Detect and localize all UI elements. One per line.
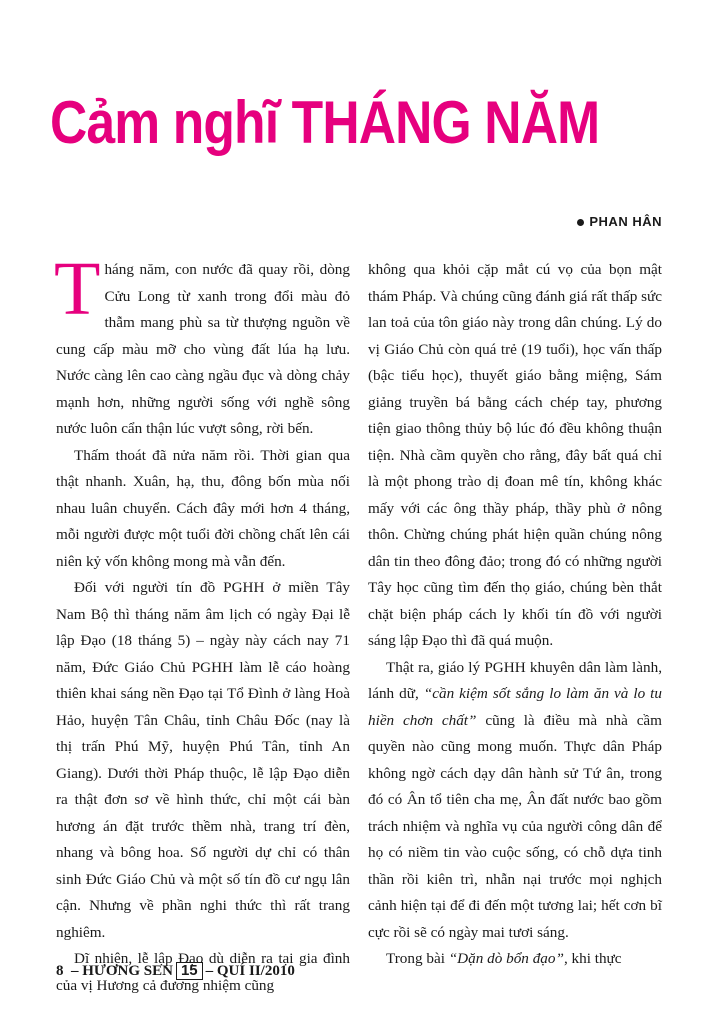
page-footer [56, 962, 295, 980]
article-title: Cảm nghĩ THÁNG NĂM [50, 89, 600, 156]
paragraph: Đối với người tín đồ PGHH ở miền Tây Nam Bộ thì tháng năm âm lịch có ngày Đại lễ lập Đạo (18 tháng 5) – ngày này cách nay 71 năm, Đức Giáo Chủ PGHH làm lễ cáo hoàng thiên khai sáng nền Đạo tại Tổ Đình ở làng Hoà Hảo, huyện Tân Châu, tỉnh Châu Đốc (nay là thị trấn Phú Mỹ, huyện Phú Tân, tỉnh An Giang). Dưới thời Pháp thuộc, lễ lập Đạo diễn ra thật đơn sơ về hình thức, chỉ một cái bàn hương án đặt trước thềm nhà, trang trí đèn, nhang và bông hoa. Số người dự chỉ có thân sinh Đức Giáo Chủ và một số tín đồ cư ngụ lân cận. Nhưng về phần nghi thức thì rất trang nghiêm. [56, 579, 350, 941]
byline [577, 214, 662, 229]
left-column [54, 247, 350, 999]
paragraph: Thấm thoát đã nửa năm rồi. Thời gian qua thật nhanh. Xuân, hạ, thu, đông bốn mùa nối nhau luân chuyển. Cách đây mới hơn 4 tháng, mỗi người được một tuổi đời chồng chất lên cái niên kỷ vốn không mong mà vẫn đến. [56, 446, 350, 570]
paragraph: Tháng năm, con nước đã quay rồi, dòng Cửu Long từ xanh trong đổi màu đỏ thẫm mang phù sa từ thượng nguồn về cung cấp màu mỡ cho vùng đất lúa hạ lưu. Nước càng lên cao càng ngầu đục và dòng chảy mạnh hơn, những người sống với nghề sông nước luôn cẩn thận lúc vượt sông, rời bến. [54, 247, 350, 437]
quarter: – QUÍ II/2010 [205, 963, 295, 979]
quote: “cần kiệm sốt sắng lo làm ăn và lo tu hiền chơn chất” [368, 685, 662, 729]
page-number: 8 [56, 963, 64, 979]
author-name: PHAN HÂN [589, 214, 662, 229]
quote: “Dặn dò bổn đạo” [448, 950, 564, 967]
paragraph: Dĩ nhiên, lễ lập Đạo dù diễn ra tại gia đình của vị Hương cả đương nhiệm cũng [56, 950, 350, 994]
right-column [368, 257, 662, 973]
issue-number: 15 [176, 962, 203, 980]
bullet-icon [577, 219, 584, 226]
magazine-name: – HƯƠNG SEN [71, 963, 173, 979]
paragraph: không qua khỏi cặp mắt cú vọ của bọn mật thám Pháp. Và chúng cũng đánh giá rất thấp sức lan toả của tôn giáo này trong dân chúng. Lý do vị Giáo Chủ còn quá trẻ (19 tuổi), học vấn thấp (bậc tiểu học), thuyết giáo bằng miệng, Sám giảng truyền bá bằng cách chép tay, phương tiện giao thông thủy bộ lúc đó đều không thuận tiện. Nhà cầm quyền cho rằng, đây bất quá chỉ là một phong trào dị đoan mê tín, không khác mấy với các ông thầy pháp, thầy phù ở nông thôn. Chừng chúng phát hiện quần chúng nông dân tin theo đông đảo; trong đó có những người Tây học cũng tìm đến thọ giáo, chúng bèn thắt chặt biện pháp cách ly khối tín đồ với người sáng lập Đạo thì đã quá muộn. [368, 261, 662, 649]
paragraph: Thật ra, giáo lý PGHH khuyên dân làm lành, lánh dữ, “cần kiệm sốt sắng lo làm ăn và lo tu hiền chơn chất” cũng là điều mà nhà cầm quyền nào cũng mong muốn. Thực dân Pháp không ngờ cách dạy dân hành sử Tứ ân, trong đó có Ân tổ tiên cha mẹ, Ân đất nước bao gồm trách nhiệm và nghĩa vụ của người công dân để họ có niềm tin vào cuộc sống, có chỗ dựa tinh thần rồi kiên trì, nhẫn nại trước mọi nghịch cảnh hiện tại để đi đến một tương lai; hết cơn bĩ cực rồi sẽ có ngày mai tươi sáng. [368, 658, 662, 941]
drop-cap: T [54, 247, 101, 331]
paragraph: Trong bài “Dặn dò bổn đạo”, khi thực [386, 950, 622, 967]
